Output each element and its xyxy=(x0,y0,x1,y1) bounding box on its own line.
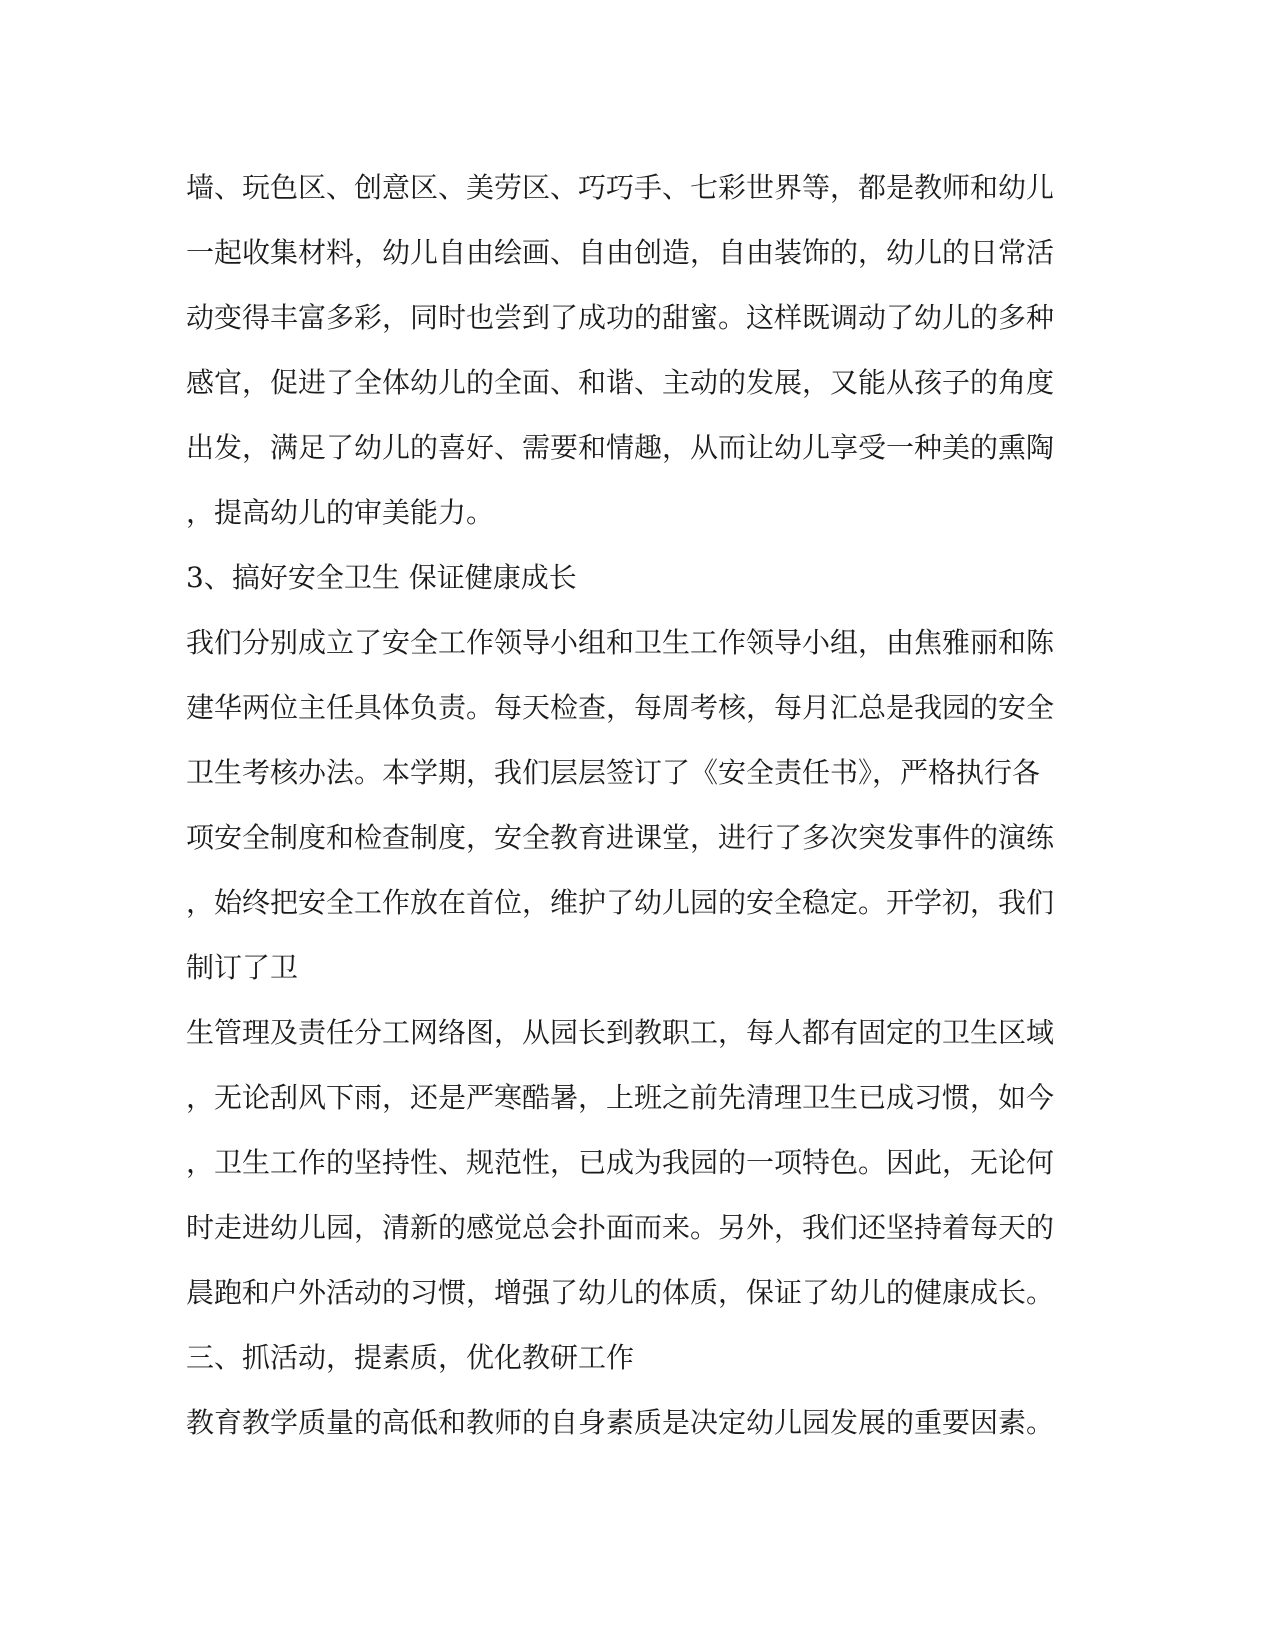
text-line: 教育教学质量的高低和教师的自身素质是决定幼儿园发展的重要因素。 xyxy=(186,1406,1055,1439)
text-line: 动变得丰富多彩，同时也尝到了成功的甜蜜。这样既调动了幼儿的多种 xyxy=(186,301,1055,334)
text-line: ，卫生工作的坚持性、规范性，已成为我园的一项特色。因此，无论何 xyxy=(186,1146,1055,1179)
text-line: 制订了卫 xyxy=(186,951,299,984)
section-heading: 3、搞好安全卫生 保证健康成长 xyxy=(186,561,577,594)
text-line: ，始终把安全工作放在首位，维护了幼儿园的安全稳定。开学初，我们 xyxy=(186,886,1055,919)
text-line: 时走进幼儿园，清新的感觉总会扑面而来。另外，我们还坚持着每天的 xyxy=(186,1211,1055,1244)
text-line: 出发，满足了幼儿的喜好、需要和情趣，从而让幼儿享受一种美的熏陶 xyxy=(186,431,1055,464)
text-line: 感官，促进了全体幼儿的全面、和谐、主动的发展，又能从孩子的角度 xyxy=(186,366,1055,399)
text-line: 卫生考核办法。本学期，我们层层签订了《安全责任书》，严格执行各 xyxy=(186,756,1041,789)
text-line: 生管理及责任分工网络图，从园长到教职工，每人都有固定的卫生区域 xyxy=(186,1016,1055,1049)
text-line: ，提高幼儿的审美能力。 xyxy=(186,496,495,529)
text-line: 墙、玩色区、创意区、美劳区、巧巧手、七彩世界等，都是教师和幼儿 xyxy=(186,171,1055,204)
body-text xyxy=(186,160,1096,1460)
section-heading: 三、抓活动，提素质，优化教研工作 xyxy=(186,1341,635,1374)
text-line: 建华两位主任具体负责。每天检查，每周考核，每月汇总是我园的安全 xyxy=(186,691,1055,724)
text-line: 一起收集材料，幼儿自由绘画、自由创造，自由装饰的，幼儿的日常活 xyxy=(186,236,1055,269)
text-line: 晨跑和户外活动的习惯，增强了幼儿的体质，保证了幼儿的健康成长。 xyxy=(186,1276,1055,1309)
text-line: ，无论刮风下雨，还是严寒酷暑，上班之前先清理卫生已成习惯，如今 xyxy=(186,1081,1055,1114)
text-line: 项安全制度和检查制度，安全教育进课堂，进行了多次突发事件的演练 xyxy=(186,821,1055,854)
text-line: 我们分别成立了安全工作领导小组和卫生工作领导小组，由焦雅丽和陈 xyxy=(186,626,1055,659)
